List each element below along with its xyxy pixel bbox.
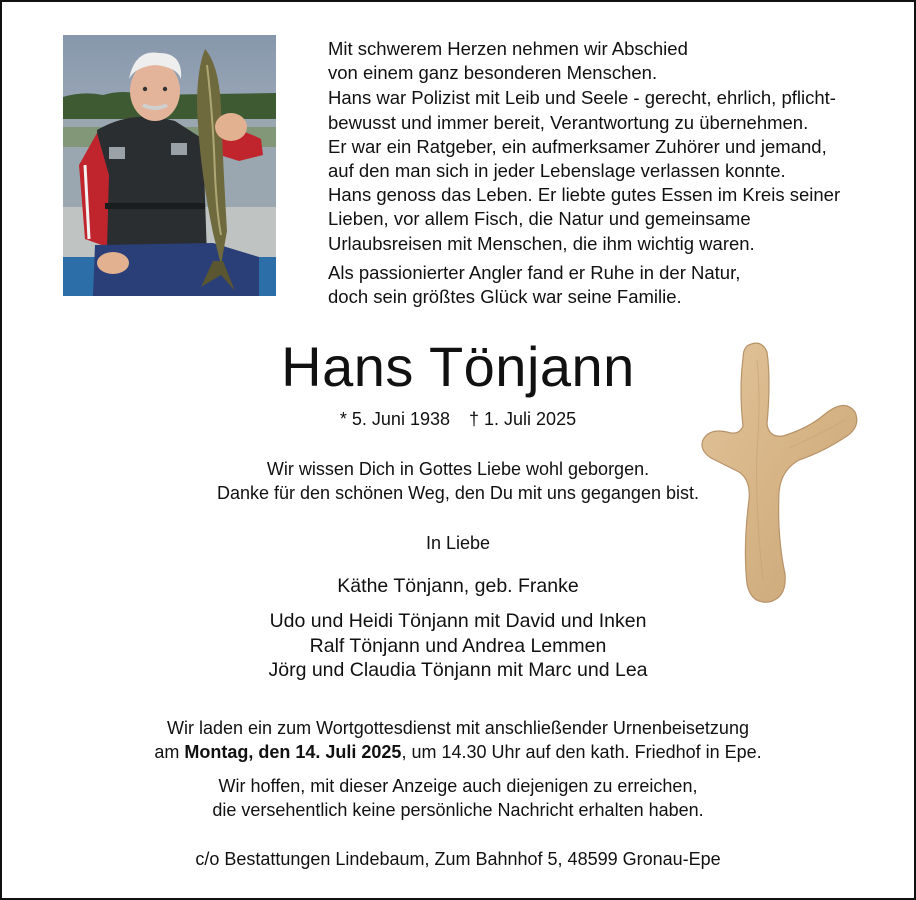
motto-line: Wir wissen Dich in Gottes Liebe wohl geborgen.	[266, 459, 650, 479]
intro-text	[328, 37, 898, 310]
notice-text	[2, 774, 914, 822]
notice-line: Wir hoffen, mit dieser Anzeige auch diejenigen zu erreichen,	[218, 776, 698, 796]
service-details: , um 14.30 Uhr auf den kath. Friedhof in Epe.	[401, 742, 762, 762]
intro-paragraph-2	[328, 86, 898, 255]
intro-line: Urlaubsreisen mit Menschen, die ihm wichtig waren.	[328, 232, 755, 254]
intro-line: Lieben, vor allem Fisch, die Natur und gemeinsame	[328, 208, 751, 230]
deceased-name: Hans Tönjann	[281, 335, 635, 398]
wooden-cross-icon	[699, 340, 859, 604]
notice-line: die versehentlich keine persönliche Nachricht erhalten haben.	[212, 800, 704, 820]
intro-line: doch sein größtes Glück war seine Familie.	[328, 286, 682, 308]
closing-phrase: In Liebe	[425, 533, 491, 553]
service-announcement	[2, 716, 914, 764]
intro-line: auf den man sich in jeder Lebenslage verlassen konnte.	[328, 160, 786, 182]
service-date: Montag, den 14. Juli 2025	[184, 742, 402, 762]
service-prefix: am	[154, 742, 185, 762]
motto-line: Danke für den schönen Weg, den Du mit uns gegangen bist.	[217, 483, 699, 503]
family-line: Ralf Tönjann und Andrea Lemmen	[309, 634, 607, 657]
spouse-name: Käthe Tönjann, geb. Franke	[337, 575, 579, 597]
angler-portrait-image	[63, 35, 276, 296]
intro-line: von einem ganz besonderen Menschen.	[328, 62, 658, 84]
intro-paragraph-1	[328, 37, 898, 85]
intro-line: Hans genoss das Leben. Er liebte gutes Essen im Kreis seiner	[328, 184, 841, 206]
family-line: Udo und Heidi Tönjann mit David und Inken	[269, 610, 647, 632]
intro-line: Mit schwerem Herzen nehmen wir Abschied	[328, 38, 688, 59]
death-date: † 1. Juli 2025	[469, 409, 577, 429]
intro-line: bewusst und immer bereit, Verantwortung zu übernehmen.	[328, 111, 809, 133]
family-line: Jörg und Claudia Tönjann mit Marc und Lea	[268, 659, 648, 681]
funeral-home-contact: c/o Bestattungen Lindebaum, Zum Bahnhof 5, 48599 Gronau-Epe	[195, 849, 721, 869]
service-line-1: Wir laden ein zum Wortgottesdienst mit anschließender Urnenbeisetzung	[167, 718, 749, 738]
intro-line: Er war ein Ratgeber, ein aufmerksamer Zuhörer und jemand,	[328, 135, 827, 157]
family-list	[2, 609, 914, 683]
intro-line: Als passionierter Angler fand er Ruhe in der Natur,	[328, 261, 741, 283]
service-line-2	[2, 740, 914, 764]
portrait-photo	[63, 35, 276, 296]
intro-line: Hans war Polizist mit Leib und Seele - gerecht, ehrlich, pflicht-	[328, 87, 836, 109]
birth-date: * 5. Juni 1938	[339, 409, 450, 429]
intro-paragraph-3	[328, 261, 898, 309]
